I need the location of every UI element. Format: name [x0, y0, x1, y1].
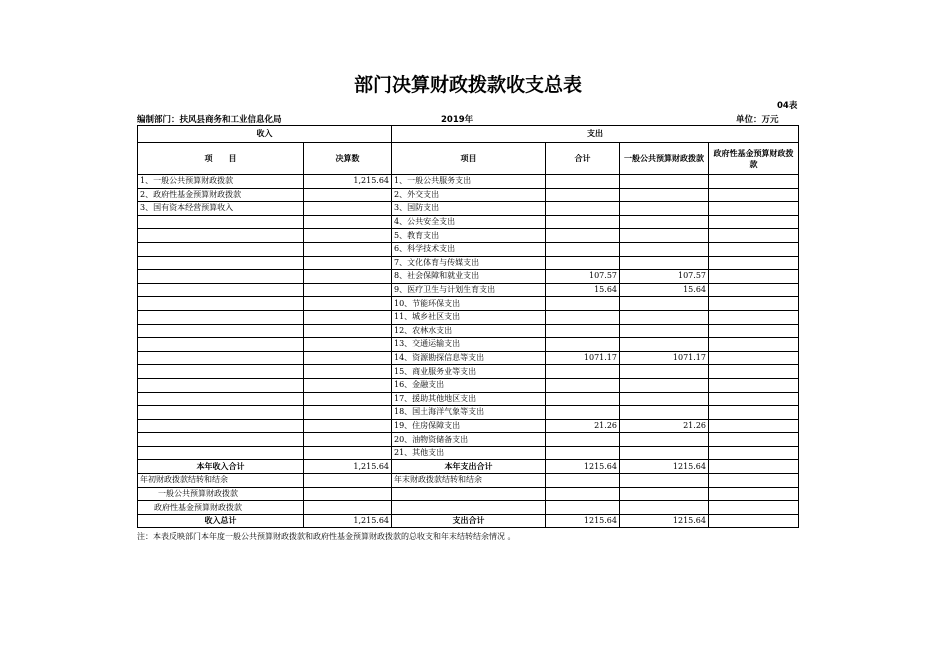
expense-total: 107.57 [546, 270, 620, 284]
expense-item: 2、外交支出 [392, 188, 546, 202]
expense-total [546, 324, 620, 338]
income-item [138, 229, 304, 243]
income-value [304, 188, 392, 202]
income-value [304, 256, 392, 270]
begin-sub-fund: 政府性基金预算财政拨款 [138, 501, 304, 515]
expense-total [546, 175, 620, 189]
finance-table [137, 125, 799, 528]
header-row-2 [138, 143, 799, 175]
income-value: 1,215.64 [304, 175, 392, 189]
expense-total [546, 310, 620, 324]
income-value [304, 351, 392, 365]
footnote: 注：本表反映部门本年度一般公共预算财政拨款和政府性基金预算财政拨款的总收支和年末结转结余情况 。 [137, 532, 516, 541]
carryover-sub-row-2 [138, 501, 799, 515]
expense-general: 1071.17 [620, 351, 709, 365]
table-row [138, 256, 799, 270]
expense-fund [709, 365, 799, 379]
col-final-amount: 决算数 [304, 143, 392, 175]
expense-total [546, 446, 620, 460]
expense-item: 16、金融支出 [392, 378, 546, 392]
income-item [138, 392, 304, 406]
grand-total-row [138, 514, 799, 528]
begin-carryover-value [304, 474, 392, 488]
expense-total [546, 256, 620, 270]
income-value [304, 406, 392, 420]
expense-general [620, 433, 709, 447]
expense-fund [709, 324, 799, 338]
expense-item: 7、文化体育与传媒支出 [392, 256, 546, 270]
year-income-label: 本年收入合计 [138, 460, 304, 474]
end-carryover-total [546, 474, 620, 488]
table-row [138, 324, 799, 338]
cell [620, 487, 709, 501]
expense-fund [709, 270, 799, 284]
income-item [138, 365, 304, 379]
expense-fund [709, 202, 799, 216]
expense-item: 10、节能环保支出 [392, 297, 546, 311]
cell [709, 501, 799, 515]
expense-fund [709, 378, 799, 392]
organization: 编制部门：扶风县商务和工业信息化局 [137, 115, 282, 125]
year-total-row [138, 460, 799, 474]
income-value [304, 392, 392, 406]
table-row [138, 283, 799, 297]
expense-general [620, 215, 709, 229]
expense-total [546, 297, 620, 311]
expense-item: 14、资源勘探信息等支出 [392, 351, 546, 365]
expense-total-general: 1215.64 [620, 514, 709, 528]
income-value [304, 283, 392, 297]
expense-fund [709, 188, 799, 202]
income-item [138, 338, 304, 352]
table-row [138, 365, 799, 379]
expense-fund [709, 175, 799, 189]
table-row [138, 175, 799, 189]
expense-item: 12、农林水支出 [392, 324, 546, 338]
unit: 单位：万元 [736, 115, 779, 125]
expense-fund [709, 229, 799, 243]
expense-total [546, 215, 620, 229]
expense-general [620, 392, 709, 406]
expense-item: 20、油物资储备支出 [392, 433, 546, 447]
income-total-label: 收入总计 [138, 514, 304, 528]
table-row [138, 351, 799, 365]
expense-total [546, 202, 620, 216]
income-item [138, 351, 304, 365]
income-value [304, 324, 392, 338]
expense-total: 1071.17 [546, 351, 620, 365]
expense-total-label: 支出合计 [392, 514, 546, 528]
expense-fund [709, 392, 799, 406]
expense-fund [709, 215, 799, 229]
col-total: 合计 [546, 143, 620, 175]
cell [620, 501, 709, 515]
expense-general [620, 365, 709, 379]
year-expense-fund [709, 460, 799, 474]
income-item [138, 406, 304, 420]
income-value [304, 297, 392, 311]
table-row [138, 297, 799, 311]
expense-item: 21、其他支出 [392, 446, 546, 460]
expense-total [546, 365, 620, 379]
expense-fund [709, 419, 799, 433]
income-value [304, 433, 392, 447]
carryover-row [138, 474, 799, 488]
expense-total [546, 338, 620, 352]
cell [546, 501, 620, 515]
expense-general [620, 297, 709, 311]
expense-general [620, 188, 709, 202]
cell [392, 487, 546, 501]
expense-total-total: 1215.64 [546, 514, 620, 528]
expense-general [620, 242, 709, 256]
expense-general [620, 229, 709, 243]
expense-general [620, 175, 709, 189]
expense-fund [709, 446, 799, 460]
income-value [304, 419, 392, 433]
table-row [138, 338, 799, 352]
begin-sub-general: 一般公共预算财政拨款 [138, 487, 304, 501]
income-item [138, 378, 304, 392]
expense-fund [709, 351, 799, 365]
expense-item: 17、援助其他地区支出 [392, 392, 546, 406]
year-income-value: 1,215.64 [304, 460, 392, 474]
expense-total [546, 188, 620, 202]
year: 2019年 [441, 115, 474, 125]
income-item [138, 433, 304, 447]
income-header: 收入 [138, 126, 392, 143]
expense-item: 6、科学技术支出 [392, 242, 546, 256]
expense-item: 11、城乡社区支出 [392, 310, 546, 324]
expense-general [620, 324, 709, 338]
income-value [304, 202, 392, 216]
expense-header: 支出 [392, 126, 799, 143]
expense-item: 9、医疗卫生与计划生育支出 [392, 283, 546, 297]
income-item [138, 242, 304, 256]
expense-fund [709, 406, 799, 420]
income-item: 1、一般公共预算财政拨款 [138, 175, 304, 189]
expense-fund [709, 242, 799, 256]
end-carryover-general [620, 474, 709, 488]
cell [709, 487, 799, 501]
income-item [138, 297, 304, 311]
expense-fund [709, 283, 799, 297]
cell [304, 501, 392, 515]
begin-carryover-label: 年初财政拨款结转和结余 [138, 474, 304, 488]
income-item [138, 446, 304, 460]
expense-general: 107.57 [620, 270, 709, 284]
page-title: 部门决算财政拨款收支总表 [353, 74, 582, 96]
expense-total [546, 229, 620, 243]
income-value [304, 378, 392, 392]
table-row [138, 392, 799, 406]
table-row [138, 310, 799, 324]
col-general-budget: 一般公共预算财政拨款 [620, 143, 709, 175]
expense-general: 21.26 [620, 419, 709, 433]
year-expense-label: 本年支出合计 [392, 460, 546, 474]
expense-general: 15.64 [620, 283, 709, 297]
expense-fund [709, 310, 799, 324]
header-row-1 [138, 126, 799, 143]
income-item [138, 310, 304, 324]
income-value [304, 310, 392, 324]
table-number: 04表 [777, 101, 798, 111]
expense-fund [709, 297, 799, 311]
end-carryover-label: 年末财政拨款结转和结余 [392, 474, 546, 488]
expense-general [620, 338, 709, 352]
cell [304, 487, 392, 501]
table-row [138, 419, 799, 433]
expense-fund [709, 338, 799, 352]
expense-item: 19、住房保障支出 [392, 419, 546, 433]
income-item [138, 324, 304, 338]
expense-item: 3、国防支出 [392, 202, 546, 216]
expense-general [620, 256, 709, 270]
income-item [138, 215, 304, 229]
cell [546, 487, 620, 501]
income-total-value: 1,215.64 [304, 514, 392, 528]
expense-general [620, 446, 709, 460]
expense-item: 5、教育支出 [392, 229, 546, 243]
expense-item: 13、交通运输支出 [392, 338, 546, 352]
income-item: 3、国有资本经营预算收入 [138, 202, 304, 216]
table-row [138, 433, 799, 447]
expense-total [546, 406, 620, 420]
income-item [138, 270, 304, 284]
table-row [138, 242, 799, 256]
expense-total-fund [709, 514, 799, 528]
year-expense-general: 1215.64 [620, 460, 709, 474]
table-row [138, 188, 799, 202]
income-item [138, 419, 304, 433]
table-row [138, 406, 799, 420]
year-expense-total: 1215.64 [546, 460, 620, 474]
income-item [138, 283, 304, 297]
table-row [138, 446, 799, 460]
expense-general [620, 310, 709, 324]
table-row [138, 378, 799, 392]
expense-item: 18、国土海洋气象等支出 [392, 406, 546, 420]
income-value [304, 229, 392, 243]
expense-general [620, 406, 709, 420]
carryover-sub-row-1 [138, 487, 799, 501]
table-row [138, 270, 799, 284]
col-gov-fund: 政府性基金预算财政拨款 [709, 143, 799, 175]
expense-total: 15.64 [546, 283, 620, 297]
expense-total: 21.26 [546, 419, 620, 433]
expense-total [546, 392, 620, 406]
expense-general [620, 202, 709, 216]
income-item [138, 256, 304, 270]
end-carryover-fund [709, 474, 799, 488]
table-row [138, 229, 799, 243]
col-item: 项 目 [138, 143, 304, 175]
income-value [304, 338, 392, 352]
expense-item: 15、商业服务业等支出 [392, 365, 546, 379]
table-row [138, 202, 799, 216]
expense-item: 4、公共安全支出 [392, 215, 546, 229]
expense-item: 8、社会保障和就业支出 [392, 270, 546, 284]
expense-total [546, 433, 620, 447]
expense-general [620, 378, 709, 392]
income-value [304, 446, 392, 460]
expense-fund [709, 433, 799, 447]
expense-fund [709, 256, 799, 270]
table-row [138, 215, 799, 229]
income-value [304, 365, 392, 379]
income-item: 2、政府性基金预算财政拨款 [138, 188, 304, 202]
expense-item: 1、一般公共服务支出 [392, 175, 546, 189]
income-value [304, 215, 392, 229]
expense-total [546, 378, 620, 392]
income-value [304, 270, 392, 284]
expense-total [546, 242, 620, 256]
income-value [304, 242, 392, 256]
col-exp-item: 项目 [392, 143, 546, 175]
cell [392, 501, 546, 515]
